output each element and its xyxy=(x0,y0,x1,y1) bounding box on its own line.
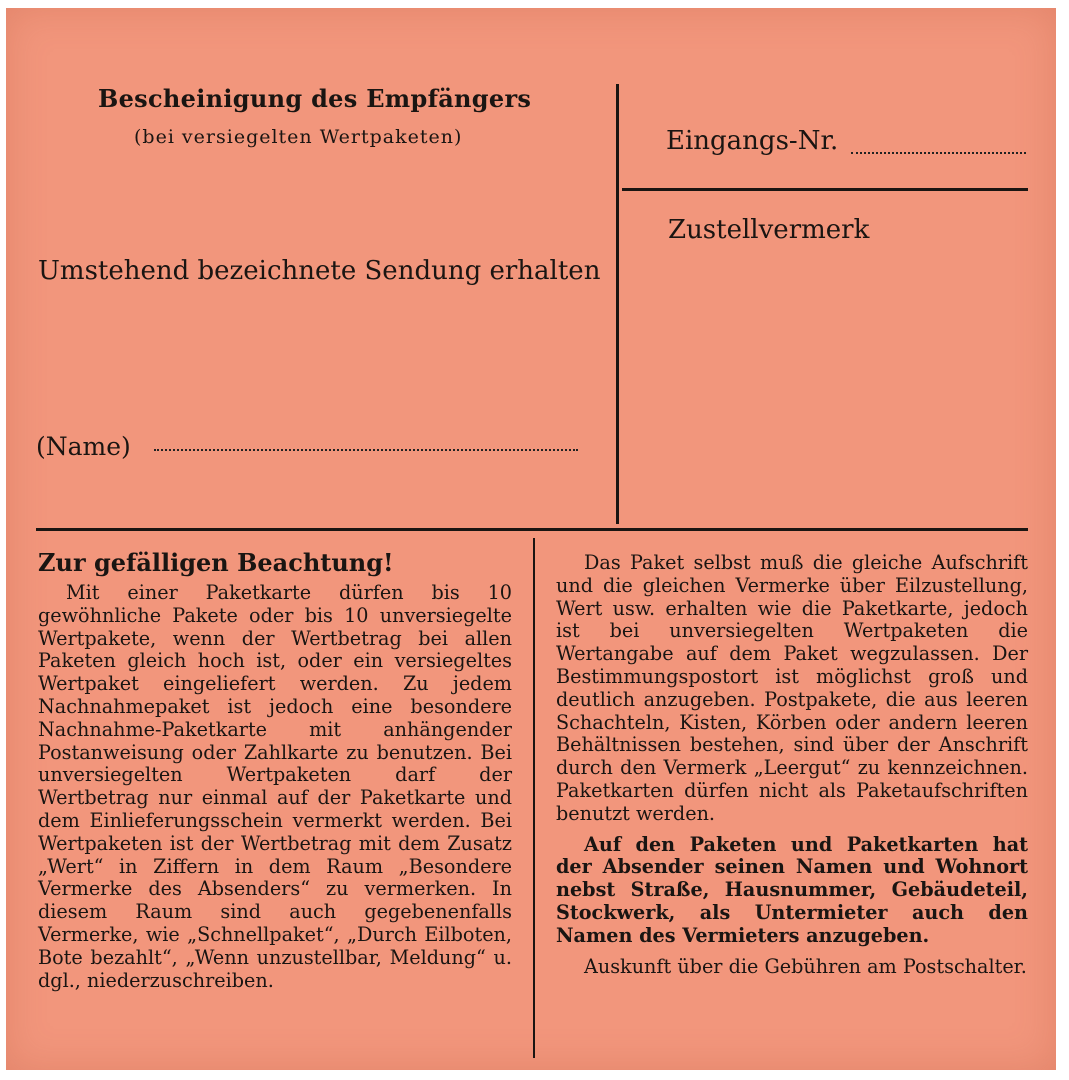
horizontal-divider xyxy=(36,528,1028,531)
notes-right-text-1: Das Paket selbst muß die gleiche Aufschrift und die gleichen Vermerke über Eilzustellung, Wert usw. erhalten wie die Paketkarte, jedoch ist bei unversiegelten Wertpaketen die Wertangabe auf dem Paket wegzulassen. Der Bestimmungspostort ist möglichst groß und deutlich anzugeben. Postpakete, die aus leeren Schachteln, Kisten, Körben oder andern leeren Behältnissen bestehen, sind über der Anschrift durch den Vermerk „Leergut“ zu kennzeichnen. Paketkarten dürfen nicht als Paketaufschriften benutzt werden. xyxy=(556,551,1028,825)
right-box-divider xyxy=(622,188,1028,191)
delivery-note-label: Zustellvermerk xyxy=(668,215,870,245)
parcel-card-back xyxy=(6,8,1056,1070)
certificate-title: Bescheinigung des Empfängers xyxy=(98,84,532,113)
notes-right-text-3: Auskunft über die Gebühren am Postschalter. xyxy=(584,954,1027,978)
notes-heading: Zur gefälligen Beachtung! xyxy=(38,548,394,577)
notes-right-column xyxy=(556,552,1028,978)
notes-right-text-2: Auf den Paketen und Paketkarten hat der Absender seinen Namen und Wohnort nebst Straße, Hausnummer, Gebäudeteil, Stockwerk, als Untermieter auch den Namen des Vermieters anzugeben. xyxy=(556,832,1028,947)
notes-left-text: Mit einer Paketkarte dürfen bis 10 gewöhnliche Pakete oder bis 10 unversiegelte Wertpakete, wenn der Wertbetrag bei allen Paketen gleich hoch ist, oder ein versiegeltes Wertpaket eingeliefert werden. Zu jedem Nachnahmepaket ist jedoch eine besondere Nachnahme-Paketkarte mit anhängender Postanweisung oder Zahlkarte zu benutzen. Bei unversiegelten Wertpaketen darf der Wertbetrag nur einmal auf der Paketkarte und dem Einlieferungsschein vermerkt werden. Bei Wertpaketen ist der Wertbetrag mit dem Zusatz „Wert“ in Ziffern in dem Raum „Besondere Vermerke des Absenders“ zu vermerken. In diesem Raum sind auch gegebenenfalls Vermerke, wie „Schnellpaket“, „Durch Eilboten, Bote bezahlt“, „Wenn unzustellbar, Meldung“ u. dgl., niederzuschreiben. xyxy=(38,581,512,992)
notes-left-column xyxy=(38,582,512,992)
name-dotted-line xyxy=(154,449,578,451)
receipt-statement: Umstehend bezeichnete Sendung erhalten xyxy=(38,256,601,286)
vertical-divider xyxy=(616,84,619,524)
entry-number-dotted-line xyxy=(851,152,1026,154)
certificate-subtitle: (bei versiegelten Wertpaketen) xyxy=(134,126,463,148)
name-label: (Name) xyxy=(36,432,131,461)
notes-column-divider xyxy=(533,538,535,1058)
entry-number-label: Eingangs-Nr. xyxy=(666,126,839,156)
